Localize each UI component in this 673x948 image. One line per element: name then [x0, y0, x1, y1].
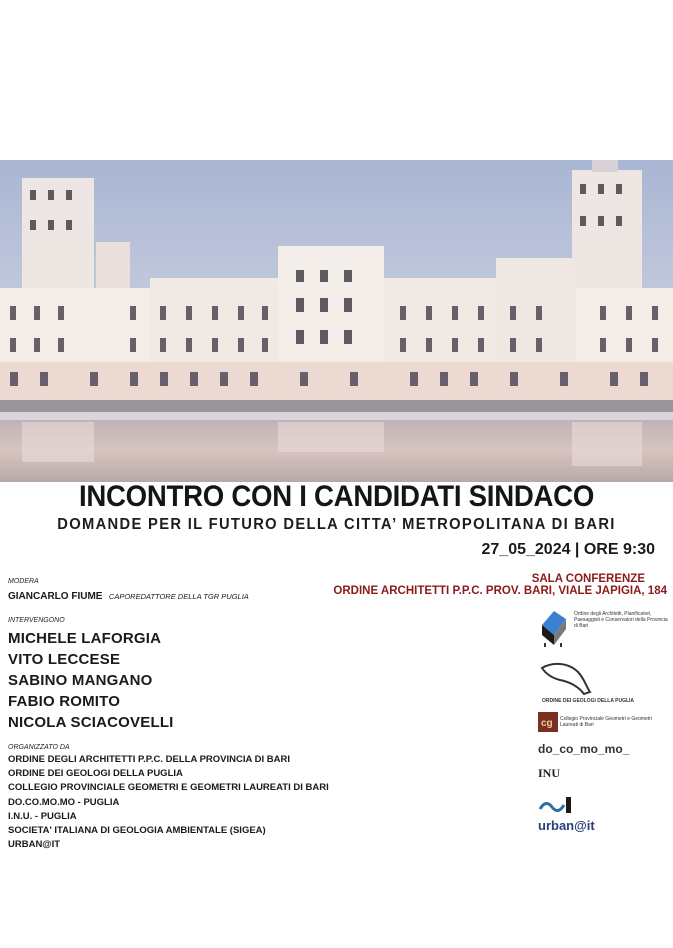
geologi-logo: [538, 660, 635, 710]
speaker-name: VITO LECCESE: [8, 651, 121, 668]
organizer-item: DO.CO.MO.MO - PUGLIA: [8, 796, 120, 808]
geometri-logo-text: Collegio Provinciale Geometri e Geometri Laureati di Bari: [560, 716, 652, 728]
speakers-list: [8, 628, 174, 733]
venue-room: SALA CONFERENZE: [531, 573, 645, 585]
speaker-name: FABIO ROMITO: [8, 693, 121, 710]
organizers-label: ORGANIZZATO DA: [8, 744, 70, 751]
speaker-name: MICHELE LAFORGIA: [8, 630, 162, 647]
architetti-cube-icon: [538, 605, 570, 649]
organizer-item: ORDINE DEI GEOLOGI DELLA PUGLIA: [8, 768, 183, 780]
moderator-name: GIANCARLO FIUME: [8, 591, 103, 602]
organizer-item: SOCIETA' ITALIANA DI GEOLOGIA AMBIENTALE (SIGEA): [8, 825, 266, 837]
organizer-item: ORDINE DEGLI ARCHITETTI P.P.C. DELLA PROVINCIA DI BARI: [8, 754, 291, 765]
architetti-logo: [538, 605, 668, 655]
sigea-logo: [538, 795, 578, 817]
geologi-logo-text: ORDINE DEI GEOLOGI DELLA PUGLIA: [542, 698, 635, 704]
speaker-name: SABINO MANGANO: [8, 672, 153, 689]
organizer-item: I.N.U. - PUGLIA: [8, 810, 77, 822]
svg-text:cg: cg: [541, 718, 553, 729]
docomomo-logo: do_co_mo_mo_: [538, 742, 630, 756]
geometri-badge-icon: [538, 712, 558, 732]
inu-logo-text: INU: [538, 766, 561, 780]
palazzo-illustration: [0, 160, 673, 482]
venue-address: ORDINE ARCHITETTI P.P.C. PROV. BARI, VIALE JAPIGIA, 184: [333, 585, 667, 597]
inu-logo: [538, 766, 598, 792]
sigea-wave-icon: [538, 795, 574, 815]
organizers-list: [8, 753, 329, 852]
organizer-item: URBAN@IT: [8, 839, 61, 851]
geometri-logo: [538, 712, 668, 736]
hero-photo-palazzo: [0, 160, 673, 482]
urban-logo: urban@it: [538, 818, 595, 833]
event-date-time: 27_05_2024 | ORE 9:30: [481, 541, 655, 558]
moderator-label: MODERA: [8, 578, 39, 585]
puglia-outline-icon: [538, 660, 594, 696]
event-title: INCONTRO CON I CANDIDATI SINDACO: [78, 480, 595, 513]
moderator: [8, 586, 249, 604]
speakers-label: INTERVENGONO: [8, 617, 65, 624]
speaker-name: NICOLA SCIACOVELLI: [8, 714, 174, 731]
architetti-logo-text: Ordine degli Architetti, Pianificatori, Paesaggisti e Conservatori della Provincia di Bari: [574, 611, 668, 629]
organizer-item: COLLEGIO PROVINCIALE GEOMETRI E GEOMETRI LAUREATI DI BARI: [8, 782, 329, 794]
event-subtitle: DOMANDE PER IL FUTURO DELLA CITTA’ METROPOLITANA DI BARI: [57, 516, 616, 533]
moderator-role: CAPOREDATTORE DELLA TGR PUGLIA: [108, 592, 249, 601]
